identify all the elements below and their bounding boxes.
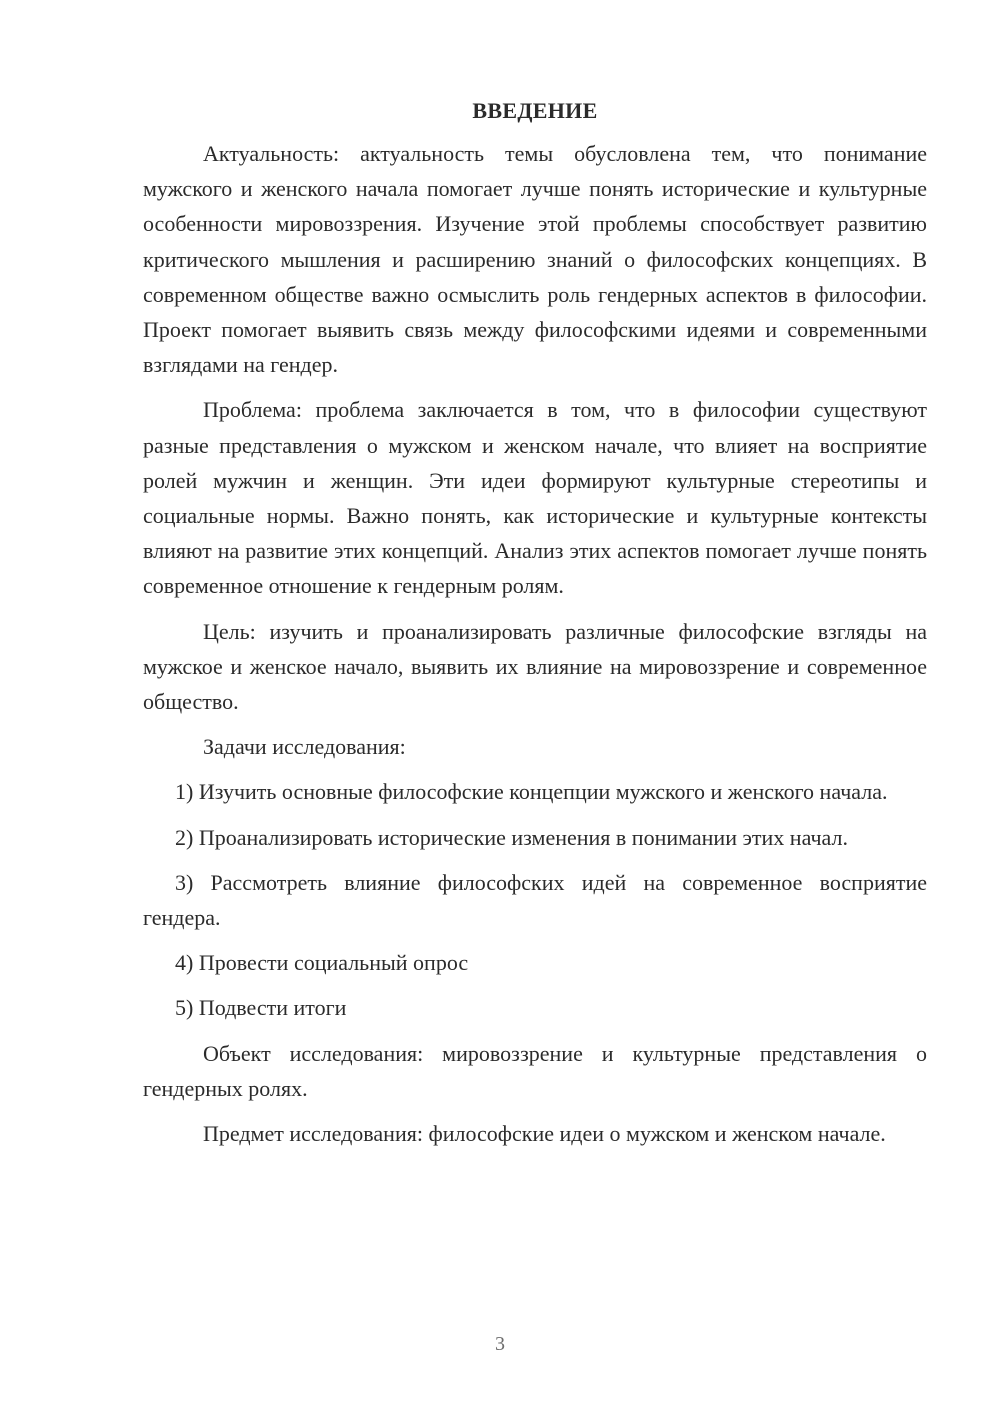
page-number: 3 [495,1333,505,1355]
object-paragraph: Объект исследования: мировоззрение и культурные представления о гендерных ролях. [143,1040,927,1101]
relevance-paragraph: Актуальность: актуальность темы обусловлена тем, что понимание мужского и женского начала помогает лучше понять исторические и культурные особенности мировоззрения. Изучение этой проблемы способствует развитию критического мышления и расширению знаний о философских концепциях. В современном обществе важно осмыслить роль гендерных аспектов в философии. Проект помогает выявить связь между философскими идеями и современными взглядами на гендер. [143,141,927,378]
goal-paragraph: Цель: изучить и проанализировать различные философские взгляды на мужское и женское начало, выявить их влияние на мировоззрение и современное общество. [143,618,927,715]
task-item: 2) Проанализировать исторические изменения в понимании этих начал. [175,824,848,850]
problem-paragraph: Проблема: проблема заключается в том, что в философии существуют разные представления о мужском и женском начале, что влияет на восприятие ролей мужчин и женщин. Эти идеи формируют культурные стереотипы и социальные нормы. Важно понять, как исторические и культурные контексты влияют на развитие этих концепций. Анализ этих аспектов помогает лучше понять современное отношение к гендерным ролям. [143,397,927,599]
subject-paragraph: Предмет исследования: философские идеи о мужском и женском начале. [203,1121,886,1147]
task-item: 1) Изучить основные философские концепции мужского и женского начала. [175,779,888,805]
section-title: ВВЕДЕНИЕ [472,98,598,123]
task-item: 3) Рассмотреть влияние философских идей на современное восприятие гендера. [143,869,927,931]
tasks-heading: Задачи исследования: [203,734,406,760]
task-item: 5) Подвести итоги [175,995,347,1021]
page-content [143,96,927,1161]
task-item: 4) Провести социальный опрос [175,950,469,976]
